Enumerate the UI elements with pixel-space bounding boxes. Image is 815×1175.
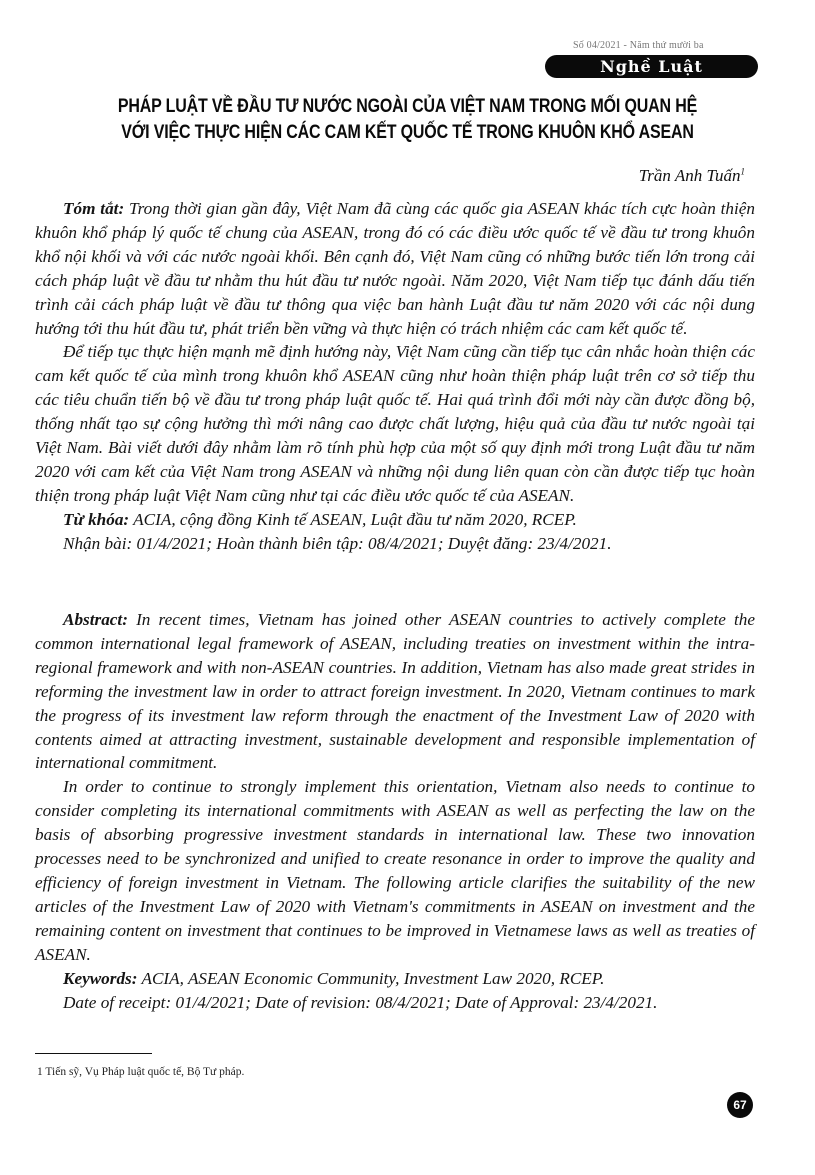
en-keywords-label: Keywords: <box>63 968 138 988</box>
author-footnote-mark: 1 <box>740 166 745 177</box>
footnote: 1 Tiến sỹ, Vụ Pháp luật quốc tế, Bộ Tư pháp. <box>37 1066 245 1078</box>
vietnamese-abstract <box>35 197 755 556</box>
en-keywords-line <box>35 967 755 991</box>
page-number-badge: 67 <box>727 1092 753 1118</box>
en-dates-line: Date of receipt: 01/4/2021; Date of revision: 08/4/2021; Date of Approval: 23/4/2021. <box>63 992 658 1012</box>
en-abstract-paragraph-1 <box>35 608 755 775</box>
footnote-divider <box>35 1053 152 1054</box>
vi-keywords-line <box>35 508 755 532</box>
author-name: Trần Anh Tuấn <box>638 166 741 185</box>
vi-keywords-label: Từ khóa: <box>63 509 130 529</box>
title-line-2: VỚI VIỆC THỰC HIỆN CÁC CAM KẾT QUỐC TẾ TRONG KHUÔN KHỔ ASEAN <box>121 121 694 143</box>
vi-keywords: ACIA, cộng đồng Kinh tế ASEAN, Luật đầu tư năm 2020, RCEP. <box>129 509 577 529</box>
title-line-1: PHÁP LUẬT VỀ ĐẦU TƯ NƯỚC NGOÀI CỦA VIỆT NAM TRONG MỐI QUAN HỆ <box>117 95 698 117</box>
article-title <box>30 93 785 145</box>
vi-abstract-label: Tóm tắt: <box>63 199 125 218</box>
section-banner: Nghề Luật <box>545 55 758 78</box>
issue-line: Số 04/2021 - Năm thứ mười ba <box>573 40 704 51</box>
en-abstract-text-1: In recent times, Vietnam has joined other ASEAN countries to actively complete the common international legal framework of ASEAN, including treaties on investment within the intra-regional framework and with non-ASEAN countries. In addition, Vietnam has also made great strides in reforming the investment law in order to attract foreign investment. In 2020, Vietnam continues to mark the progress of its investment law reform through the enactment of the Investment Law of 2020 with contents aimed at attracting investment, sustainable development and responsible implementation of international commitment. <box>35 610 755 773</box>
vi-abstract-paragraph-1 <box>35 197 755 340</box>
vi-dates-line: Nhận bài: 01/4/2021; Hoàn thành biên tập: 08/4/2021; Duyệt đăng: 23/4/2021. <box>63 533 612 553</box>
author-byline <box>639 166 745 186</box>
en-abstract-paragraph-2: In order to continue to strongly implement this orientation, Vietnam also needs to continue to consider completing its international commitments with ASEAN as well as perfecting the law on the basis of absorbing progressive investment standards in international law. These two innovation processes need to be synchronized and unified to create resonance in order to improve the quality and efficiency of foreign investment in Vietnam. The following article clarifies the suitability of the new articles of the Investment Law of 2020 with Vietnam's commitments in ASEAN on investment and the remaining content on investment that continues to be improved in Vietnamese laws as well as treaties of ASEAN. <box>35 777 755 964</box>
en-abstract-label: Abstract: <box>63 610 128 629</box>
english-abstract <box>35 608 755 1014</box>
vi-abstract-paragraph-2: Để tiếp tục thực hiện mạnh mẽ định hướng này, Việt Nam cũng cần tiếp tục cân nhắc hoàn thiện các cam kết quốc tế của mình trong khuôn khổ ASEAN cũng như hoàn thiện pháp luật trên cơ sở tiếp thu các tiêu chuẩn tiến bộ về đầu tư trong pháp luật quốc tế. Hai quá trình đổi mới này cần được đồng bộ, thống nhất tạo sự cộng hưởng thì mới nâng cao được chất lượng, hiệu quả của đầu tư nước ngoài tại Việt Nam. Bài viết dưới đây nhằm làm rõ tính phù hợp của một số quy định mới trong Luật đầu tư năm 2020 với cam kết của Việt Nam trong ASEAN và những nội dung liên quan còn cần được tiếp tục hoàn thiện trong pháp luật Việt Nam cũng như tại các điều ước quốc tế của ASEAN. <box>35 342 755 505</box>
vi-abstract-text-1: Trong thời gian gần đây, Việt Nam đã cùng các quốc gia ASEAN khác tích cực hoàn thiện khuôn khổ pháp lý quốc tế chung của ASEAN, trong đó có các điều ước quốc tế về đầu tư trong khuôn khổ nội khối và với các nước ngoài khối. Bên cạnh đó, Việt Nam cũng có những bước tiến lớn trong cải cách pháp luật về đầu tư nhằm thu hút đầu tư nước ngoài. Năm 2020, Việt Nam tiếp tục đánh dấu tiến trình cải cách pháp luật về đầu tư thông qua việc ban hành Luật đầu tư năm 2020 với các nội dung hướng tới thu hút đầu tư, phát triển bền vững và thực hiện có trách nhiệm các cam kết quốc tế. <box>35 199 755 338</box>
en-keywords: ACIA, ASEAN Economic Community, Investment Law 2020, RCEP. <box>137 968 605 988</box>
